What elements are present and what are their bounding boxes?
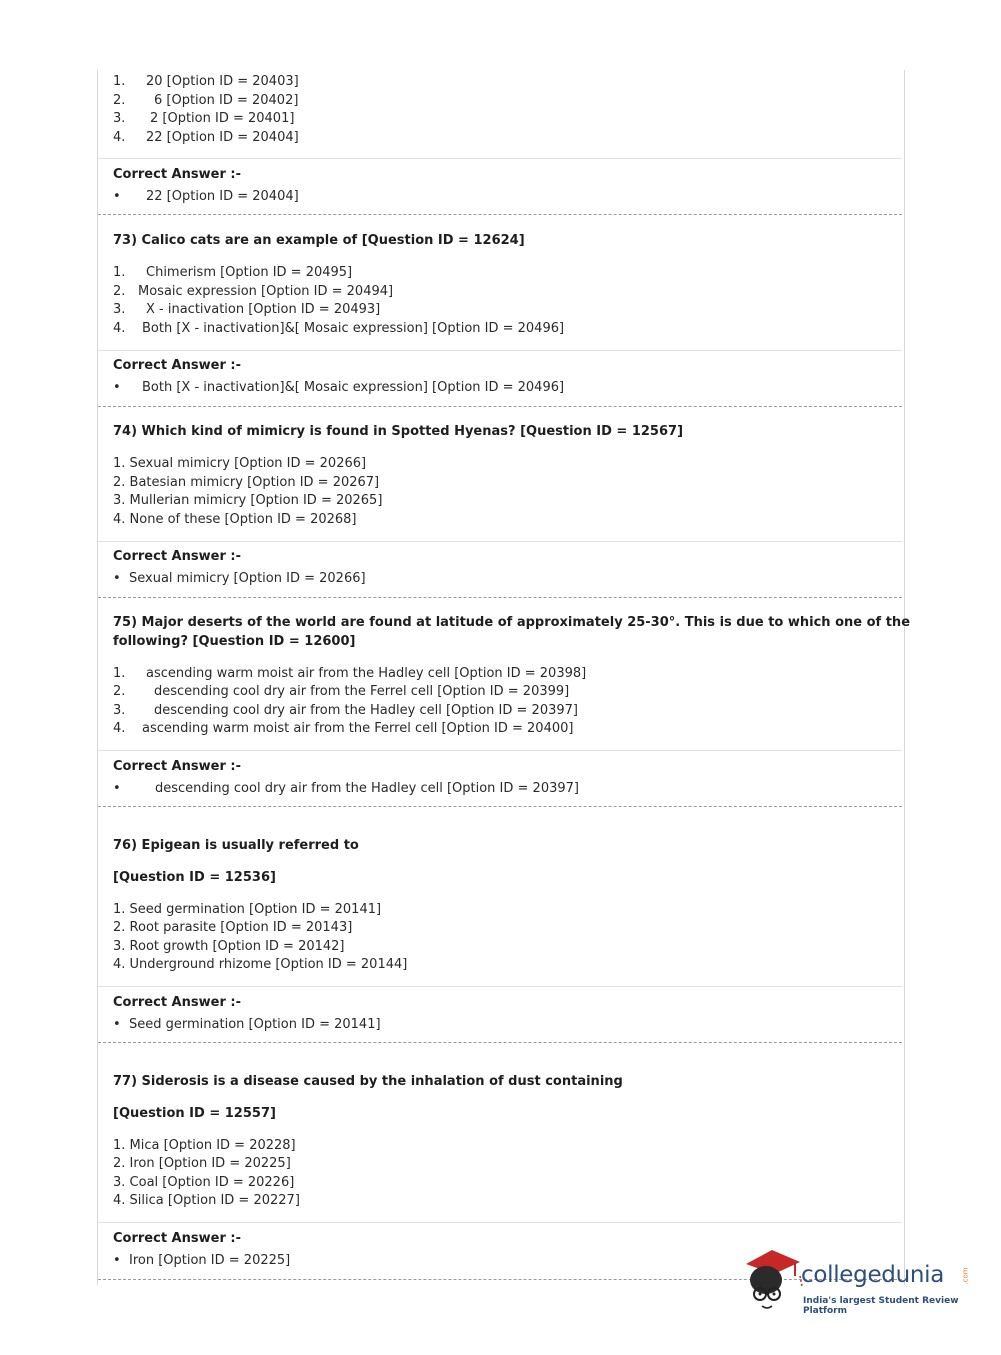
divider	[98, 541, 902, 542]
option-line: 2. descending cool dry air from the Ferrel cell [Option ID = 20399]	[113, 684, 570, 699]
correct-answer-label: Correct Answer :-	[113, 167, 241, 182]
collegedunia-logo: collegedunia	[801, 1262, 945, 1288]
question-separator	[98, 597, 902, 598]
option-line: 4. Underground rhizome [Option ID = 20144]	[113, 957, 408, 972]
option-line: 2. Batesian mimicry [Option ID = 20267]	[113, 475, 380, 490]
question-id: [Question ID = 12536]	[113, 870, 276, 885]
divider	[98, 986, 902, 987]
question-separator	[98, 1042, 902, 1043]
option-line: 2. Iron [Option ID = 20225]	[113, 1156, 291, 1171]
option-line: 3. Mullerian mimicry [Option ID = 20265]	[113, 493, 383, 508]
option-line: 4. Silica [Option ID = 20227]	[113, 1193, 300, 1208]
question-title: 74) Which kind of mimicry is found in Spotted Hyenas? [Question ID = 12567]	[113, 424, 684, 439]
question-title: 76) Epigean is usually referred to	[113, 838, 359, 853]
question-title: 75) Major deserts of the world are found at latitude of approximately 25-30°. This is due to which one of the	[113, 615, 911, 630]
correct-answer-label: Correct Answer :-	[113, 549, 241, 564]
correct-answer-label: Correct Answer :-	[113, 995, 241, 1010]
option-line: 1. Sexual mimicry [Option ID = 20266]	[113, 456, 367, 471]
correct-answer: • descending cool dry air from the Hadley cell [Option ID = 20397]	[113, 781, 579, 796]
question-separator	[98, 406, 902, 407]
correct-answer: • Sexual mimicry [Option ID = 20266]	[113, 571, 366, 586]
option-line: 1. Mica [Option ID = 20228]	[113, 1138, 296, 1153]
option-line: 1. ascending warm moist air from the Hadley cell [Option ID = 20398]	[113, 666, 587, 681]
option-line: 1. 20 [Option ID = 20403]	[113, 74, 299, 89]
question-id: [Question ID = 12557]	[113, 1106, 276, 1121]
correct-answer-label: Correct Answer :-	[113, 358, 241, 373]
option-line: 2. Mosaic expression [Option ID = 20494]	[113, 284, 394, 299]
correct-answer: • 22 [Option ID = 20404]	[113, 189, 299, 204]
logo-domain-suffix: .com	[961, 1267, 970, 1285]
question-separator	[98, 806, 902, 807]
option-line: 3. X - inactivation [Option ID = 20493]	[113, 302, 381, 317]
correct-answer: • Iron [Option ID = 20225]	[113, 1253, 291, 1268]
option-line: 2. 6 [Option ID = 20402]	[113, 93, 299, 108]
divider	[98, 1222, 902, 1223]
option-line: 4. ascending warm moist air from the Ferrel cell [Option ID = 20400]	[113, 721, 574, 736]
logo-tagline: India's largest Student Review Platform	[803, 1296, 959, 1316]
option-line: 4. Both [X - inactivation]&[ Mosaic expression] [Option ID = 20496]	[113, 321, 565, 336]
correct-answer: • Both [X - inactivation]&[ Mosaic expression] [Option ID = 20496]	[113, 380, 565, 395]
correct-answer-label: Correct Answer :-	[113, 759, 241, 774]
correct-answer-label: Correct Answer :-	[113, 1231, 241, 1246]
correct-answer: • Seed germination [Option ID = 20141]	[113, 1017, 381, 1032]
divider	[98, 750, 902, 751]
option-line: 1. Seed germination [Option ID = 20141]	[113, 902, 382, 917]
option-line: 2. Root parasite [Option ID = 20143]	[113, 920, 353, 935]
option-line: 3. descending cool dry air from the Hadley cell [Option ID = 20397]	[113, 703, 578, 718]
question-separator	[98, 214, 902, 215]
question-title: 73) Calico cats are an example of [Question ID = 12624]	[113, 233, 525, 248]
option-line: 1. Chimerism [Option ID = 20495]	[113, 265, 353, 280]
option-line: 3. Root growth [Option ID = 20142]	[113, 939, 345, 954]
option-line: 4. None of these [Option ID = 20268]	[113, 512, 357, 527]
divider	[98, 158, 902, 159]
option-line: 3. Coal [Option ID = 20226]	[113, 1175, 295, 1190]
option-line: 3. 2 [Option ID = 20401]	[113, 111, 295, 126]
divider	[98, 350, 902, 351]
option-line: 4. 22 [Option ID = 20404]	[113, 130, 299, 145]
question-title-continued: following? [Question ID = 12600]	[113, 634, 356, 649]
question-title: 77) Siderosis is a disease caused by the inhalation of dust containing	[113, 1074, 623, 1089]
